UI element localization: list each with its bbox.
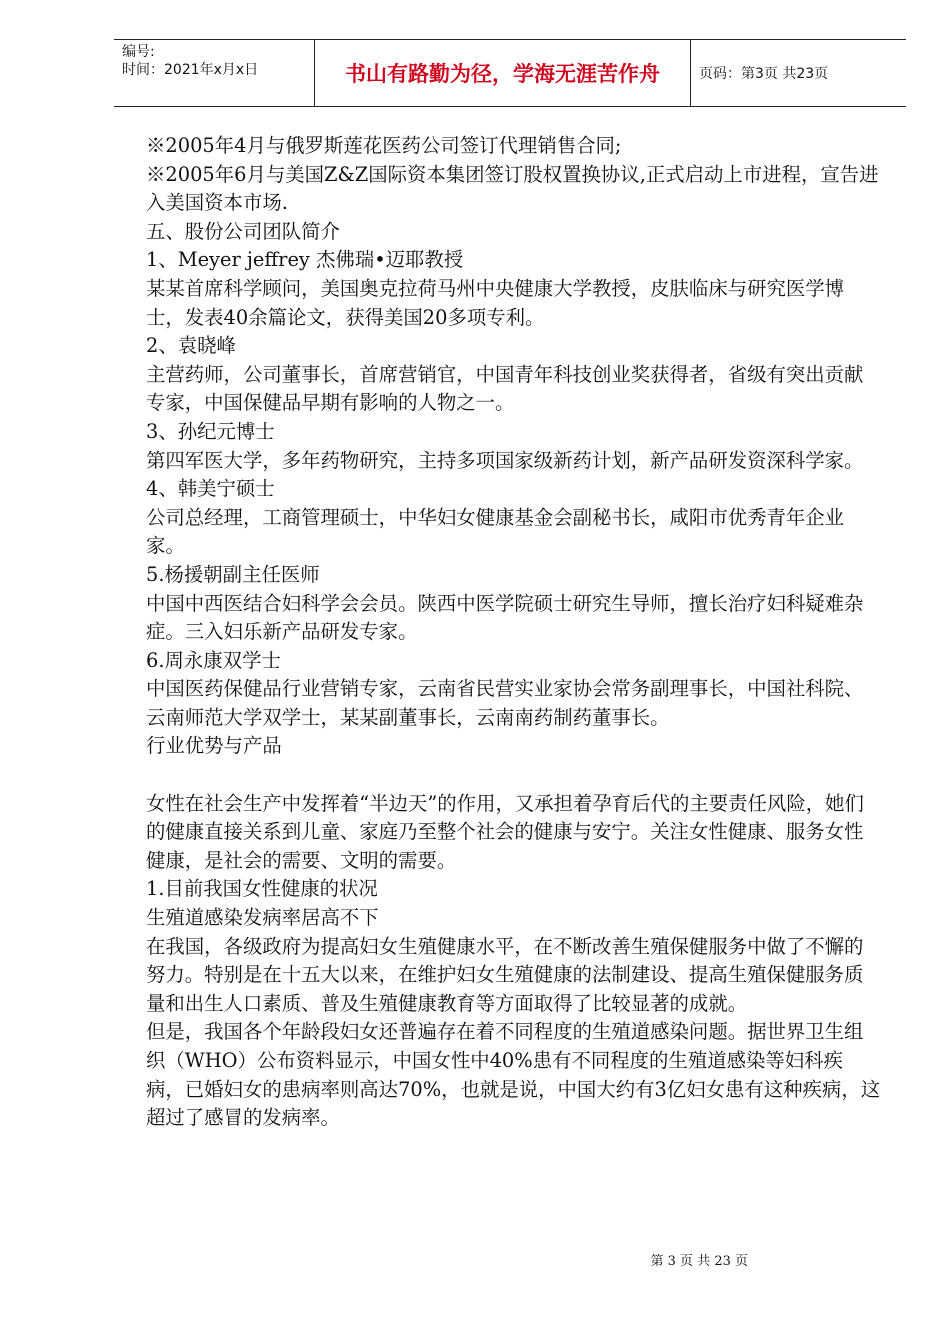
header-page-number: 页码：第3页 共23页 (699, 66, 829, 82)
page-footer: 第 3 页 共 23 页 (650, 1254, 748, 1269)
paragraph: 主营药师，公司董事长，首席营销官，中国青年科技创业奖获得者，省级有突出贡献专家，中国保健品早期有影响的人物之一。 (146, 362, 864, 415)
subsection-heading: 生殖道感染发病率居高不下 (146, 906, 379, 930)
paragraph: 中国中西医结合妇科学会会员。陕西中医学院硕士研究生导师，擅长治疗妇科疑难杂症。三入妇乐新产品研发专家。 (146, 591, 864, 644)
blank-line (146, 761, 881, 790)
member-heading: 4、韩美宁硕士 (146, 477, 275, 501)
member-heading: 5.杨援朝副主任医师 (146, 562, 320, 586)
paragraph: 中国医药保健品行业营销专家，云南省民营实业家协会常务副理事长，中国社科院、云南师范大学双学士，某某副董事长，云南南药制药董事长。 (146, 677, 864, 729)
document-number-label: 编号: (122, 44, 155, 60)
document-time-label: 时间：2021年x月x日 (122, 62, 259, 78)
member-heading: 3、孙纪元博士 (146, 419, 275, 443)
paragraph: ※2005年4月与俄罗斯莲花医药公司签订代理销售合同; (146, 134, 622, 157)
section-heading: 行业优势与产品 (146, 734, 282, 758)
paragraph: ※2005年6月与美国Z&Z国际资本集团签订股权置换协议,正式启动上市进程，宣告进入美国资本市场. (146, 162, 879, 215)
paragraph: 某某首席科学顾问，美国奥克拉荷马州中央健康大学教授，皮肤临床与研究医学博士，发表40余篇论文，获得美国20多项专利。 (146, 276, 845, 329)
header-meta (114, 40, 315, 106)
header-motto: 书山有路勤为径，学海无涯苦作舟 (315, 40, 691, 106)
member-heading: 1、Meyer jeffrey 杰佛瑞•迈耶教授 (146, 248, 464, 272)
page-header (114, 39, 906, 107)
paragraph: 但是，我国各个年龄段妇女还普遍存在着不同程度的生殖道感染问题。据世界卫生组织（WHO）公布资料显示，中国女性中40%患有不同程度的生殖道感染等妇科疾病，已婚妇女的患病率则高达70%，也就是说，中国大约有3亿妇女患有这种疾病，这超过了感冒的发病率。 (146, 1020, 881, 1130)
paragraph: 公司总经理，工商管理硕士，中华妇女健康基金会副秘书长，咸阳市优秀青年企业家。 (146, 505, 845, 558)
paragraph: 女性在社会生产中发挥着“半边天”的作用，又承担着孕育后代的主要责任风险，她们的健康直接关系到儿童、家庭乃至整个社会的健康与安宁。关注女性健康、服务女性健康，是社会的需要、文明的需要。 (146, 791, 864, 872)
section-heading: 五、股份公司团队简介 (146, 219, 340, 243)
member-heading: 2、袁晓峰 (146, 334, 236, 358)
subsection-heading: 1.目前我国女性健康的状况 (146, 877, 378, 901)
paragraph: 在我国，各级政府为提高妇女生殖健康水平，在不断改善生殖保健服务中做了不懈的努力。特别是在十五大以来，在维护妇女生殖健康的法制建设、提高生殖保健服务质量和出生人口素质、普及生殖健康教育等方面取得了比较显著的成就。 (146, 934, 864, 1015)
paragraph: 第四军医大学，多年药物研究，主持多项国家级新药计划，新产品研发资深科学家。 (146, 448, 864, 472)
document-body (146, 132, 881, 1133)
member-heading: 6.周永康双学士 (146, 648, 281, 672)
